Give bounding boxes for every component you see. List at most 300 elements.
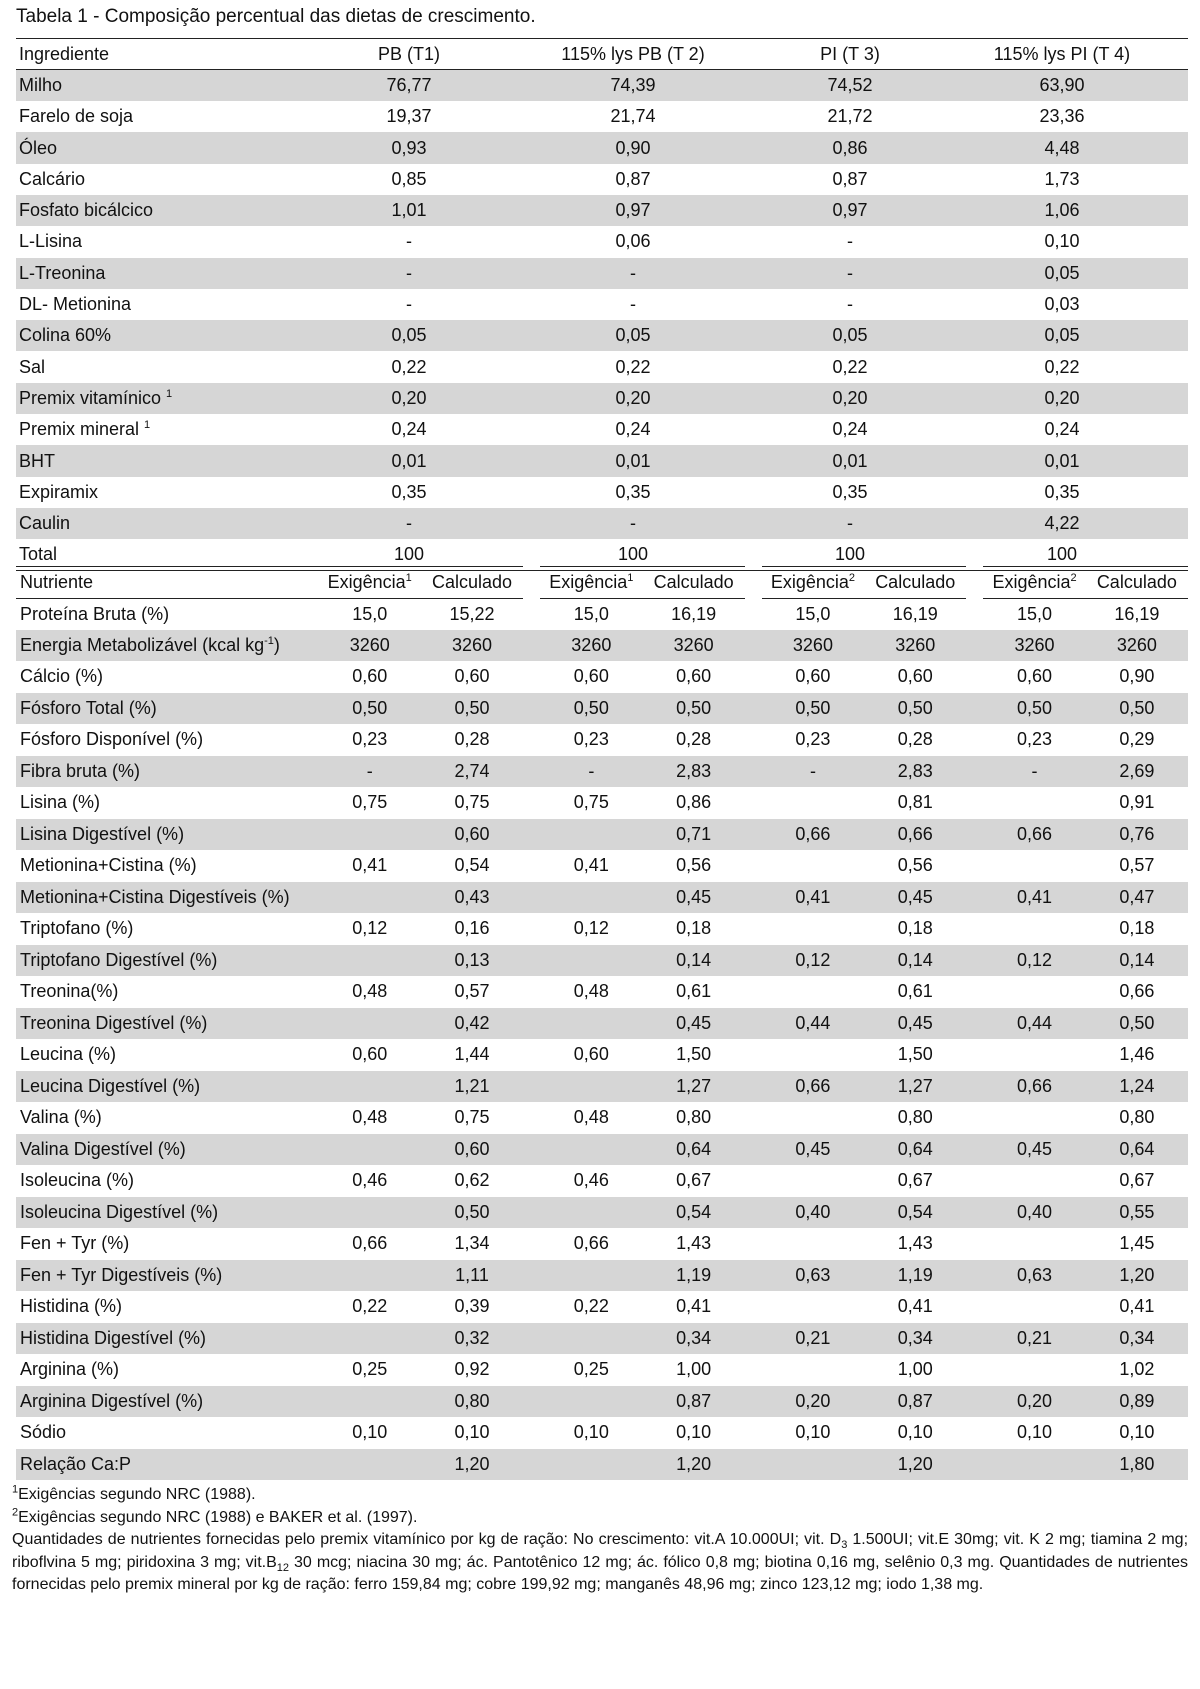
ingredient-name — [16, 351, 316, 382]
column-gap — [745, 1197, 762, 1229]
calculated-value: 0,92 — [454, 1359, 490, 1380]
column-gap — [966, 661, 983, 693]
requirement-value — [762, 787, 864, 819]
ingredient-value: 100 — [936, 539, 1188, 570]
nutrient-label: Leucina (%) — [20, 1044, 117, 1065]
calculated-value: 0,41 — [1119, 1296, 1155, 1317]
calculated-value: 1,27 — [642, 1071, 744, 1103]
column-gap — [966, 724, 983, 756]
requirement-value — [762, 1354, 864, 1386]
calculated-value: 16,19 — [892, 603, 938, 624]
column-gap — [745, 787, 762, 819]
requirement-value — [319, 945, 421, 977]
ingredient-value: 0,24 — [615, 419, 651, 440]
ingredient-value: 0,35 — [391, 481, 427, 502]
requirement-value: - — [762, 756, 864, 788]
ingredient-value: 0,87 — [832, 168, 868, 189]
nutrient-row — [16, 693, 1188, 725]
requirement-value — [540, 1197, 642, 1229]
ingredient-value: 23,36 — [1039, 106, 1085, 127]
calculated-value: 3260 — [642, 630, 744, 662]
requirement-value — [983, 1228, 1085, 1260]
requirement-value — [762, 913, 864, 945]
nutrient-name — [16, 756, 319, 788]
nutrient-label: Metionina+Cistina (%) — [20, 855, 197, 876]
calculated-value: 1,20 — [421, 1449, 523, 1481]
column-gap — [523, 1260, 540, 1292]
nutrient-label: Fibra bruta (%) — [20, 760, 141, 781]
requirement-value — [319, 1008, 421, 1040]
column-gap — [966, 913, 983, 945]
requirement-value — [983, 913, 1085, 945]
requirement-value: 0,60 — [1017, 666, 1053, 687]
requirement-value: 0,50 — [983, 693, 1085, 725]
requirement-value: 0,41 — [983, 882, 1085, 914]
requirement-value — [540, 1008, 642, 1040]
requirement-label: Exigência — [992, 571, 1071, 592]
calculated-value: 1,11 — [421, 1260, 523, 1292]
calculated-value: 2,83 — [642, 756, 744, 788]
calculated-value: 0,55 — [1086, 1197, 1188, 1229]
footnote-marker: 1 — [405, 571, 412, 584]
calculated-value: 1,02 — [1119, 1359, 1155, 1380]
column-gap — [523, 630, 540, 662]
calculated-value: 0,66 — [864, 819, 966, 851]
nutrient-label: Isoleucina Digestível (%) — [20, 1201, 219, 1222]
requirement-value: 0,23 — [352, 729, 388, 750]
calculated-header: Calculado — [421, 567, 523, 599]
ingredient-value: 0,20 — [936, 383, 1188, 414]
ingredient-value: 0,06 — [615, 231, 651, 252]
ingredient-value: 0,86 — [764, 132, 936, 163]
nutrient-label: Leucina Digestível (%) — [20, 1075, 201, 1096]
footnote-marker: 1 — [627, 571, 634, 584]
requirement-value — [540, 819, 642, 851]
requirement-value: 15,0 — [352, 603, 388, 624]
requirement-value: 0,50 — [762, 693, 864, 725]
calculated-value: 1,24 — [1086, 1071, 1188, 1103]
nutrient-row — [16, 1449, 1188, 1481]
requirement-value: - — [983, 756, 1085, 788]
requirement-value: 0,23 — [1017, 729, 1053, 750]
ingredient-value: 21,74 — [610, 106, 656, 127]
requirement-value — [762, 976, 864, 1008]
requirement-value: 0,44 — [983, 1008, 1085, 1040]
ingredient-name — [16, 258, 316, 289]
ingredient-label: Colina 60% — [19, 325, 112, 346]
requirement-value: 0,66 — [352, 1233, 388, 1254]
column-gap — [966, 1102, 983, 1134]
nutrient-name — [16, 661, 319, 693]
nutrient-name — [16, 724, 319, 756]
calculated-value: 0,14 — [1086, 945, 1188, 977]
ingredient-value: - — [502, 258, 764, 289]
footnote-2: $^2$Exigências segundo NRC (1988) e BAKER et al. (1997). — [12, 1506, 418, 1526]
requirement-value — [983, 1102, 1085, 1134]
calculated-value: 1,20 — [864, 1449, 966, 1481]
ingredient-row — [16, 258, 1188, 289]
calculated-value: 0,67 — [897, 1170, 933, 1191]
calculated-value: 0,89 — [1086, 1386, 1188, 1418]
requirement-value — [319, 1386, 421, 1418]
ingredient-label: Premix mineral — [19, 419, 140, 440]
ingredient-value: 0,20 — [502, 383, 764, 414]
nutrient-row — [16, 1291, 1188, 1323]
ingredient-label: Farelo de soja — [19, 106, 134, 127]
calculated-value: 0,50 — [864, 693, 966, 725]
calculated-value: 0,10 — [454, 1422, 490, 1443]
treatment-header: 115% lys PI (T 4) — [936, 39, 1188, 70]
calculated-value: 1,20 — [1086, 1260, 1188, 1292]
requirement-value — [983, 787, 1085, 819]
nutrient-name — [16, 1102, 319, 1134]
column-gap — [966, 1386, 983, 1418]
nutrient-row — [16, 724, 1188, 756]
ingredient-row — [16, 289, 1188, 320]
ingredient-value: 0,22 — [391, 356, 427, 377]
requirement-value — [319, 1134, 421, 1166]
nutrient-header: Nutriente — [16, 567, 319, 599]
calculated-value: 0,28 — [454, 729, 490, 750]
calculated-value: 0,18 — [897, 918, 933, 939]
ingredient-row — [16, 477, 1188, 508]
column-gap — [745, 1417, 762, 1449]
calculated-value: 0,10 — [1119, 1422, 1155, 1443]
requirement-value: 0,10 — [795, 1422, 831, 1443]
requirement-value: 0,48 — [573, 981, 609, 1002]
requirement-value — [762, 1039, 864, 1071]
ingredient-name — [16, 101, 316, 132]
requirement-value: 0,46 — [573, 1170, 609, 1191]
nutrient-name — [16, 1071, 319, 1103]
requirement-value: 3260 — [983, 630, 1085, 662]
ingredient-value: 0,01 — [936, 445, 1188, 476]
column-gap — [745, 756, 762, 788]
ingredient-name — [16, 445, 316, 476]
calculated-value: 0,54 — [642, 1197, 744, 1229]
column-gap — [966, 756, 983, 788]
calculated-value: 0,71 — [642, 819, 744, 851]
column-gap — [745, 1354, 762, 1386]
calculated-value: 3260 — [421, 630, 523, 662]
calculated-value: 1,50 — [897, 1044, 933, 1065]
nutrient-label: Fósforo Disponível (%) — [20, 729, 204, 750]
column-gap — [523, 756, 540, 788]
requirement-value: 3260 — [540, 630, 642, 662]
ingredient-value: 0,35 — [615, 481, 651, 502]
nutrient-name — [16, 976, 319, 1008]
nutrient-label: Proteína Bruta (%) — [20, 603, 170, 624]
column-gap — [745, 1291, 762, 1323]
column-gap — [966, 1291, 983, 1323]
nutrients-header-row — [16, 567, 1188, 599]
requirement-value: 0,21 — [983, 1323, 1085, 1355]
requirement-value: 0,46 — [352, 1170, 388, 1191]
calculated-value: 0,41 — [676, 1296, 712, 1317]
ingredient-value: 0,05 — [316, 320, 502, 351]
ingredient-value: 0,03 — [1044, 294, 1080, 315]
ingredient-value: - — [406, 294, 412, 315]
requirement-value: 0,48 — [573, 1107, 609, 1128]
column-gap — [966, 850, 983, 882]
ingredient-value: 1,73 — [1044, 168, 1080, 189]
ingredient-name — [16, 195, 316, 226]
calculated-value: 3260 — [1086, 630, 1188, 662]
calculated-value: 3260 — [864, 630, 966, 662]
ingredient-value: 0,01 — [764, 445, 936, 476]
calculated-value: 0,80 — [676, 1107, 712, 1128]
requirement-value: 0,40 — [983, 1197, 1085, 1229]
column-gap — [745, 598, 762, 630]
requirement-value — [540, 1260, 642, 1292]
column-gap — [745, 850, 762, 882]
calculated-value: 0,60 — [421, 1134, 523, 1166]
ingredient-label: BHT — [19, 450, 55, 471]
nutrient-label: Sódio — [20, 1422, 67, 1443]
requirement-value: 0,10 — [1017, 1422, 1053, 1443]
ingredient-value: 0,22 — [1044, 356, 1080, 377]
column-gap — [966, 1260, 983, 1292]
column-gap — [966, 819, 983, 851]
ingredient-value: 0,05 — [936, 320, 1188, 351]
ingredient-name — [16, 70, 316, 101]
calculated-value: 0,60 — [897, 666, 933, 687]
requirement-value: 0,41 — [573, 855, 609, 876]
calculated-value: 0,86 — [676, 792, 712, 813]
column-gap — [523, 882, 540, 914]
requirement-value: 0,20 — [983, 1386, 1085, 1418]
requirement-header — [319, 567, 421, 599]
nutrient-label: Treonina Digestível (%) — [20, 1012, 208, 1033]
nutrient-label: Relação Ca:P — [20, 1453, 132, 1474]
requirement-value: 0,23 — [573, 729, 609, 750]
column-gap — [966, 1323, 983, 1355]
column-gap — [745, 1260, 762, 1292]
column-gap — [745, 1386, 762, 1418]
column-gap — [523, 661, 540, 693]
column-gap — [745, 1134, 762, 1166]
column-gap — [745, 1102, 762, 1134]
column-gap — [745, 913, 762, 945]
calculated-value: 0,50 — [1086, 693, 1188, 725]
column-gap — [966, 1354, 983, 1386]
requirement-value — [540, 1386, 642, 1418]
ingredient-value: - — [406, 231, 412, 252]
calculated-value: 0,76 — [1086, 819, 1188, 851]
column-gap — [523, 1354, 540, 1386]
ingredient-value: - — [764, 508, 936, 539]
calculated-value: 0,50 — [421, 1197, 523, 1229]
requirement-value: 0,45 — [983, 1134, 1085, 1166]
ingredient-value: 0,87 — [615, 168, 651, 189]
ingredient-row — [16, 414, 1188, 445]
ingredient-row — [16, 132, 1188, 163]
nutrient-row — [16, 1102, 1188, 1134]
column-gap — [745, 1071, 762, 1103]
requirement-value — [319, 1449, 421, 1481]
calculated-value: 0,91 — [1119, 792, 1155, 813]
ingredient-value: 100 — [316, 539, 502, 570]
ingredient-value: 0,93 — [316, 132, 502, 163]
nutrient-row — [16, 882, 1188, 914]
column-gap — [966, 1228, 983, 1260]
calculated-value: 0,80 — [897, 1107, 933, 1128]
footnote-1: $^1$Exigências segundo NRC (1988). — [12, 1483, 256, 1503]
ingredient-row — [16, 445, 1188, 476]
column-gap — [523, 1386, 540, 1418]
ingredient-name — [16, 383, 316, 414]
requirement-header — [540, 567, 642, 599]
nutrient-label: Energia Metabolizável (kcal kg — [20, 634, 265, 655]
requirement-value: 0,21 — [762, 1323, 864, 1355]
calculated-value: 1,34 — [454, 1233, 490, 1254]
calculated-value: 0,67 — [1119, 1170, 1155, 1191]
calculated-value: 0,50 — [421, 693, 523, 725]
column-gap — [966, 1165, 983, 1197]
unit-exponent: -1 — [264, 634, 274, 647]
requirement-value: 0,10 — [573, 1422, 609, 1443]
footnote-marker: 2 — [1070, 571, 1077, 584]
nutrient-name — [16, 1228, 319, 1260]
calculated-value: 0,41 — [897, 1296, 933, 1317]
calculated-value: 0,47 — [1086, 882, 1188, 914]
requirement-value — [319, 1197, 421, 1229]
column-gap — [523, 1449, 540, 1481]
calculated-value: 0,60 — [676, 666, 712, 687]
calculated-value: 1,19 — [864, 1260, 966, 1292]
nutrient-row — [16, 976, 1188, 1008]
nutrient-label: Triptofano (%) — [20, 918, 134, 939]
ingredient-value: 0,05 — [764, 320, 936, 351]
calculated-value: 16,19 — [671, 603, 717, 624]
nutrient-row — [16, 1165, 1188, 1197]
requirement-value: 0,48 — [352, 981, 388, 1002]
ingredient-value: 4,48 — [936, 132, 1188, 163]
calculated-value: 0,75 — [454, 792, 490, 813]
nutrient-name — [16, 693, 319, 725]
column-gap — [523, 1417, 540, 1449]
requirement-value — [762, 850, 864, 882]
ingredient-value: 0,01 — [316, 445, 502, 476]
nutrient-name — [16, 1354, 319, 1386]
ingredient-name — [16, 164, 316, 195]
requirement-value: - — [540, 756, 642, 788]
requirement-value — [319, 1071, 421, 1103]
calculated-value: 0,10 — [676, 1422, 712, 1443]
calculated-value: 0,43 — [421, 882, 523, 914]
ingredient-value: 0,01 — [502, 445, 764, 476]
column-gap — [523, 850, 540, 882]
calculated-value: 0,87 — [642, 1386, 744, 1418]
ingredient-label: Premix vitamínico — [19, 387, 162, 408]
ingredient-label: Calcário — [19, 168, 86, 189]
ingredient-value: 76,77 — [316, 70, 502, 101]
column-gap — [966, 1134, 983, 1166]
requirement-value — [983, 1449, 1085, 1481]
nutrient-name — [16, 1449, 319, 1481]
ingredient-value: 19,37 — [386, 106, 432, 127]
requirement-value: 0,75 — [352, 792, 388, 813]
column-gap — [523, 1039, 540, 1071]
calculated-value: 0,66 — [1119, 981, 1155, 1002]
calculated-value: 1,43 — [897, 1233, 933, 1254]
treatment-header: PB (T1) — [316, 39, 502, 70]
nutrient-row — [16, 850, 1188, 882]
calculated-value: 16,19 — [1114, 603, 1160, 624]
requirement-value: 15,0 — [795, 603, 831, 624]
column-gap — [966, 567, 983, 599]
calculated-value: 0,80 — [421, 1386, 523, 1418]
treatment-header: PI (T 3) — [764, 39, 936, 70]
ingredient-row — [16, 508, 1188, 539]
requirement-value: 0,20 — [762, 1386, 864, 1418]
calculated-value: 1,00 — [676, 1359, 712, 1380]
calculated-value: 0,50 — [1086, 1008, 1188, 1040]
calculated-value: 0,45 — [864, 1008, 966, 1040]
ingredients-header-row — [16, 39, 1188, 70]
ingredient-value: 0,05 — [936, 258, 1188, 289]
calculated-value: 0,64 — [642, 1134, 744, 1166]
column-gap — [523, 1102, 540, 1134]
column-gap — [745, 819, 762, 851]
nutrient-row — [16, 1008, 1188, 1040]
ingredient-row — [16, 383, 1188, 414]
requirement-value: 15,0 — [1017, 603, 1053, 624]
requirement-value: 0,60 — [352, 666, 388, 687]
nutrient-name — [16, 819, 319, 851]
requirement-value — [319, 1260, 421, 1292]
column-gap — [523, 787, 540, 819]
requirement-value — [983, 976, 1085, 1008]
requirement-value — [540, 1071, 642, 1103]
column-gap — [523, 567, 540, 599]
nutrient-name — [16, 1291, 319, 1323]
column-gap — [523, 819, 540, 851]
column-gap — [523, 913, 540, 945]
calculated-value: 0,90 — [1119, 666, 1155, 687]
nutrient-label: Treonina(%) — [20, 981, 119, 1002]
column-gap — [745, 1165, 762, 1197]
column-gap — [523, 1291, 540, 1323]
ingredient-label: L-Treonina — [19, 262, 106, 283]
calculated-value: 0,64 — [864, 1134, 966, 1166]
calculated-value: 0,29 — [1119, 729, 1155, 750]
nutrients-table — [16, 566, 1188, 1480]
requirement-header — [762, 567, 864, 599]
calculated-value: 0,13 — [421, 945, 523, 977]
table-caption: Tabela 1 - Composição percentual das dietas de crescimento. — [16, 6, 536, 27]
requirement-value — [983, 850, 1085, 882]
requirement-value: 0,66 — [573, 1233, 609, 1254]
calculated-value: 0,28 — [897, 729, 933, 750]
column-gap — [966, 976, 983, 1008]
requirement-value: 0,48 — [352, 1107, 388, 1128]
requirement-value: 0,12 — [573, 918, 609, 939]
requirement-value: 0,60 — [573, 666, 609, 687]
column-gap — [523, 1008, 540, 1040]
nutrient-name — [16, 1260, 319, 1292]
requirement-label: Exigência — [549, 571, 628, 592]
ingredients-table — [16, 38, 1188, 571]
calculated-value: 1,45 — [1119, 1233, 1155, 1254]
nutrient-row — [16, 598, 1188, 630]
ingredient-value: 1,01 — [316, 195, 502, 226]
column-gap — [745, 1228, 762, 1260]
ingredient-value: 0,24 — [391, 419, 427, 440]
calculated-value: 15,22 — [449, 603, 495, 624]
nutrient-label: Fósforo Total (%) — [20, 697, 157, 718]
ingredient-label: Óleo — [19, 137, 58, 158]
